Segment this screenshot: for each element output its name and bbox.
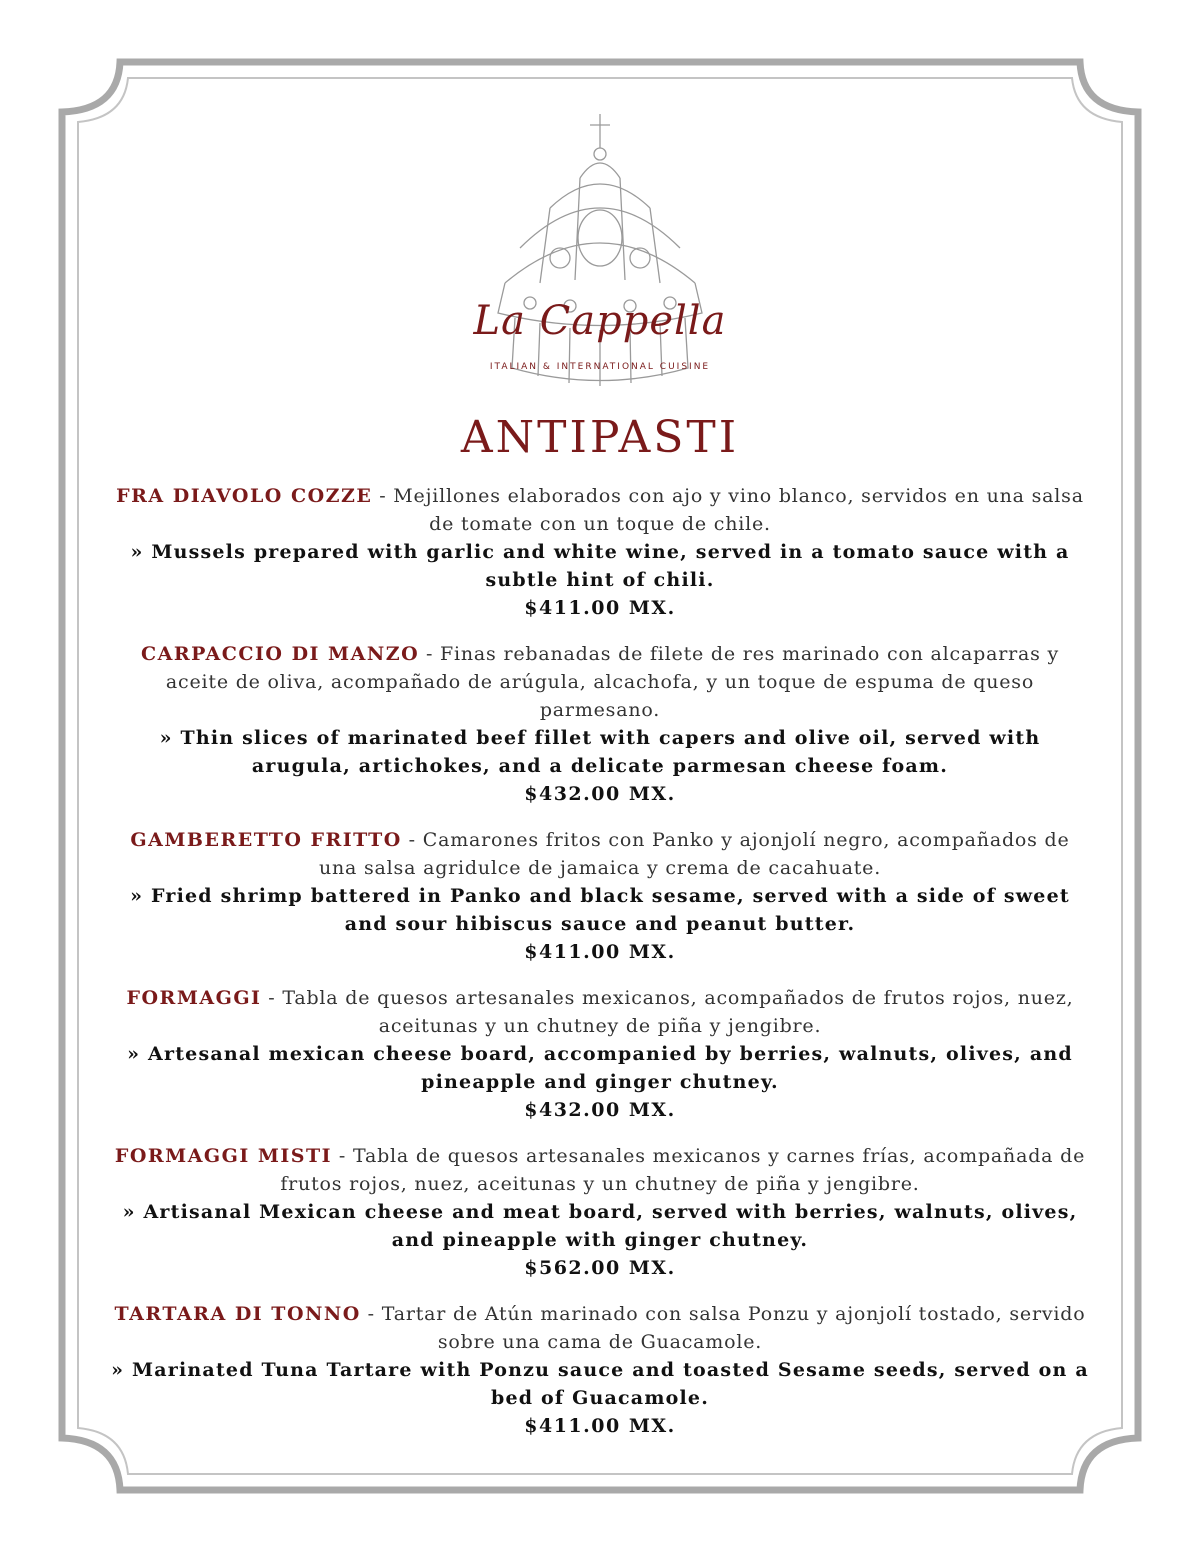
menu-item: FORMAGGI - Tabla de quesos artesanales mexicanos, acompañados de frutos rojos, nuez, aceitunas y un chutney de piña y jengibre. » Artesanal mexican cheese board, accompanied by berries, walnuts, olives, and pineapple and ginger chutney. $432.00 MX. bbox=[110, 984, 1090, 1124]
menu-item: CARPACCIO DI MANZO - Finas rebanadas de filete de res marinado con alcaparras y aceite de oliva, acompañado de arúgula, alcachofa, y un toque de espuma de queso parmesano. » Thin slices of marinated beef fillet with capers and olive oil, served with arugula, artichokes, and a delicate parmesan cheese foam. $432.00 MX. bbox=[110, 640, 1090, 808]
item-name: FORMAGGI MISTI bbox=[114, 1145, 333, 1167]
item-price: $562.00 MX. bbox=[524, 1257, 676, 1279]
item-name: TARTARA DI TONNO bbox=[114, 1303, 361, 1325]
item-description-en: » Artesanal mexican cheese board, accompanied by berries, walnuts, olives, and pineapple and ginger chutney. bbox=[127, 1043, 1073, 1093]
menu-item: GAMBERETTO FRITTO - Camarones fritos con Panko y ajonjolí negro, acompañados de una salsa agridulce de jamaica y crema de cacahuate. » Fried shrimp battered in Panko and black sesame, served with a side of sweet and sour hibiscus sauce and peanut butter. $411.00 MX. bbox=[110, 826, 1090, 966]
item-name: FRA DIAVOLO COZZE bbox=[116, 485, 373, 507]
item-price: $411.00 MX. bbox=[524, 1415, 676, 1437]
item-price: $432.00 MX. bbox=[524, 783, 676, 805]
menu-item: FRA DIAVOLO COZZE - Mejillones elaborados con ajo y vino blanco, servidos en una salsa de tomate con un toque de chile. » Mussels prepared with garlic and white wine, served in a tomato sauce with a subtle hint of chili. $411.00 MX. bbox=[110, 482, 1090, 622]
item-description-es: Mejillones elaborados con ajo y vino blanco, servidos en una salsa de tomate con un toque de chile. bbox=[393, 485, 1084, 535]
item-name: GAMBERETTO FRITTO bbox=[130, 829, 402, 851]
item-description-en: » Thin slices of marinated beef fillet with capers and olive oil, served with arugula, artichokes, and a delicate parmesan cheese foam. bbox=[159, 727, 1041, 777]
item-name: FORMAGGI bbox=[126, 987, 262, 1009]
item-description-en: » Marinated Tuna Tartare with Ponzu sauce and toasted Sesame seeds, served on a bed of Guacamole. bbox=[111, 1359, 1089, 1409]
item-name: CARPACCIO DI MANZO bbox=[140, 643, 420, 665]
item-price: $411.00 MX. bbox=[524, 597, 676, 619]
logo bbox=[430, 108, 770, 398]
crown-icon bbox=[430, 108, 770, 398]
item-description-en: » Artisanal Mexican cheese and meat board, served with berries, walnuts, olives, and pineapple with ginger chutney. bbox=[122, 1201, 1078, 1251]
item-description-es: Tabla de quesos artesanales mexicanos y carnes frías, acompañada de frutos rojos, nuez, aceitunas y un chutney de piña y jengibre. bbox=[280, 1145, 1086, 1195]
brand-tagline: ITALIAN & INTERNATIONAL CUISINE bbox=[489, 362, 711, 372]
menu-item: TARTARA DI TONNO - Tartar de Atún marinado con salsa Ponzu y ajonjolí tostado, servido sobre una cama de Guacamole. » Marinated Tuna Tartare with Ponzu sauce and toasted Sesame seeds, served on a bed of Guacamole. $411.00 MX. bbox=[110, 1300, 1090, 1440]
item-description-es: Camarones fritos con Panko y ajonjolí negro, acompañados de una salsa agridulce de jamaica y crema de cacahuate. bbox=[318, 829, 1070, 879]
menu-list bbox=[110, 482, 1090, 1458]
item-description-en: » Fried shrimp battered in Panko and black sesame, served with a side of sweet and sour hibiscus sauce and peanut butter. bbox=[130, 885, 1070, 935]
section-title: ANTIPASTI bbox=[460, 412, 740, 463]
item-description-en: » Mussels prepared with garlic and white wine, served in a tomato sauce with a subtle hint of chili. bbox=[130, 541, 1070, 591]
brand-name: La Cappella bbox=[473, 298, 727, 344]
item-price: $432.00 MX. bbox=[524, 1099, 676, 1121]
menu-item: FORMAGGI MISTI - Tabla de quesos artesanales mexicanos y carnes frías, acompañada de frutos rojos, nuez, aceitunas y un chutney de piña y jengibre. » Artisanal Mexican cheese and meat board, served with berries, walnuts, olives, and pineapple with ginger chutney. $562.00 MX. bbox=[110, 1142, 1090, 1282]
item-description-es: Tabla de quesos artesanales mexicanos, acompañados de frutos rojos, nuez, aceitunas y un chutney de piña y jengibre. bbox=[282, 987, 1074, 1037]
item-description-es: Finas rebanadas de filete de res marinado con alcaparras y aceite de oliva, acompañado de arúgula, alcachofa, y un toque de espuma de queso parmesano. bbox=[165, 643, 1060, 721]
item-description-es: Tartar de Atún marinado con salsa Ponzu y ajonjolí tostado, servido sobre una cama de Guacamole. bbox=[381, 1303, 1086, 1353]
item-price: $411.00 MX. bbox=[524, 941, 676, 963]
